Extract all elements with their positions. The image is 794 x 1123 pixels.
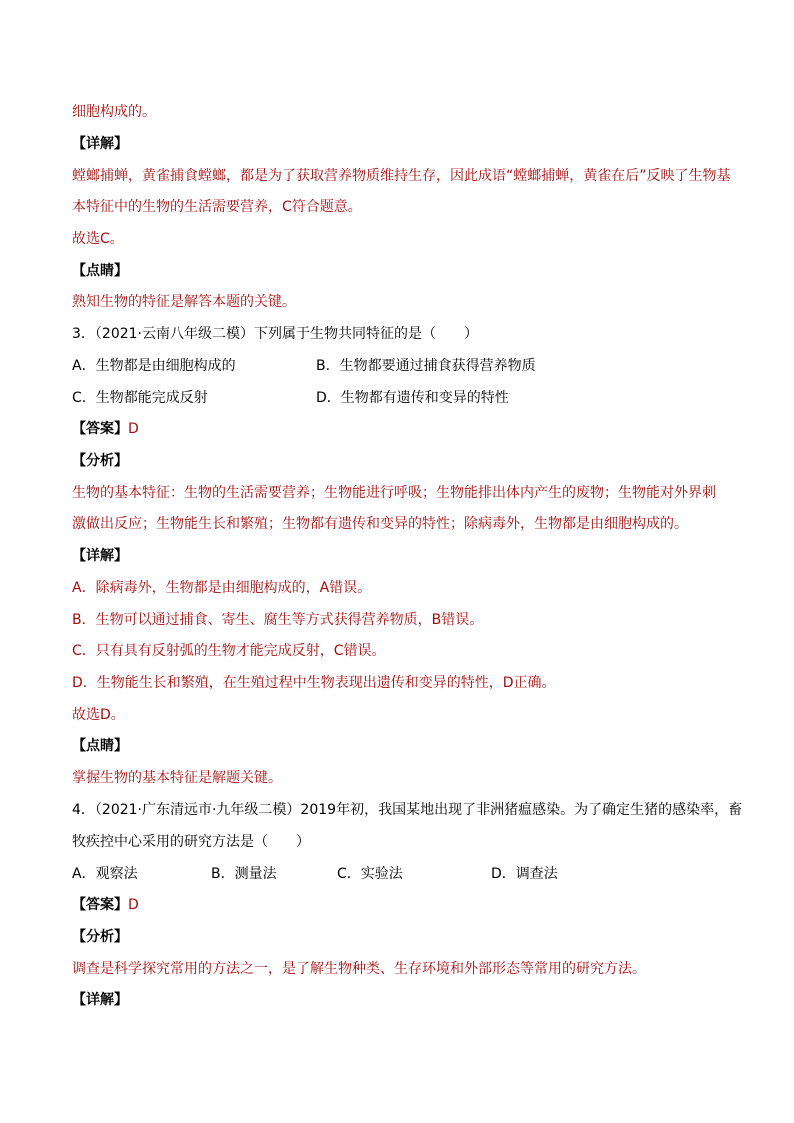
q3-point-text: 掌握生物的基本特征是解题关键。 [72, 770, 282, 786]
q4-answer-row [72, 895, 724, 915]
q3-detail-tag: 【详解】 [72, 548, 128, 564]
q3-option-a: A．生物都是由细胞构成的 [72, 358, 236, 374]
q2-detail-tag: 【详解】 [72, 136, 128, 152]
q3-option-b: B．生物都要通过捕食获得营养物质 [316, 358, 536, 374]
q4-option-c: C．实验法 [337, 866, 403, 882]
q4-option-a: A．观察法 [72, 866, 138, 882]
q4-analysis-tag: 【分析】 [72, 929, 128, 945]
q3-choose: 故选D。 [72, 707, 125, 723]
q4-stem-line1: 4．（2021·广东清远市·九年级二模）2019年初，我国某地出现了非洲猪瘟感染。为了确定生猪的感染率，畜 [72, 802, 743, 818]
q3-option-d: D．生物都有遗传和变异的特性 [316, 390, 509, 406]
q3-analysis-line2: 激做出反应；生物能生长和繁殖；生物都有遗传和变异的特性；除病毒外，生物都是由细胞构成的。 [72, 516, 688, 532]
q2-detail-line1: 螳螂捕蝉，黄雀捕食螳螂，都是为了获取营养物质维持生存，因此成语“螳螂捕蝉，黄雀在后”反映了生物基 [72, 168, 731, 184]
q2-choose: 故选C。 [72, 231, 124, 247]
q3-analysis-tag: 【分析】 [72, 453, 128, 469]
q3-detail-b: B．生物可以通过捕食、寄生、腐生等方式获得营养物质，B错误。 [72, 612, 484, 628]
q3-answer-row [72, 419, 724, 439]
q4-option-b: B．测量法 [211, 866, 277, 882]
q2-point-text: 熟知生物的特征是解答本题的关键。 [72, 294, 296, 310]
q4-option-d: D．调查法 [491, 866, 558, 882]
q4-analysis-text: 调查是科学探究常用的方法之一，是了解生物种类、生存环境和外部形态等常用的研究方法。 [72, 961, 646, 977]
q4-answer: D [128, 897, 139, 913]
q3-answer: D [128, 421, 139, 437]
q4-detail-tag: 【详解】 [72, 992, 128, 1008]
q3-answer-tag: 【答案】 [72, 421, 128, 437]
q2-detail-line2: 本特征中的生物的生活需要营养，C符合题意。 [72, 199, 362, 215]
q4-answer-tag: 【答案】 [72, 897, 128, 913]
q3-detail-d: D．生物能生长和繁殖，在生殖过程中生物表现出遗传和变异的特性，D正确。 [72, 675, 556, 691]
q2-text-tail: 细胞构成的。 [72, 104, 156, 120]
q3-point-tag: 【点睛】 [72, 738, 128, 754]
q3-detail-c: C．只有具有反射弧的生物才能完成反射，C错误。 [72, 643, 386, 659]
q3-detail-a: A．除病毒外，生物都是由细胞构成的，A错误。 [72, 580, 372, 596]
q3-option-c: C．生物都能完成反射 [72, 390, 208, 406]
q4-stem-line2: 牧疾控中心采用的研究方法是（ ） [72, 834, 310, 850]
q3-analysis-line1: 生物的基本特征：生物的生活需要营养；生物能进行呼吸；生物能排出体内产生的废物；生物能对外界刺 [72, 485, 716, 501]
q2-point-tag: 【点睛】 [72, 263, 128, 279]
q3-stem: 3．（2021·云南八年级二模）下列属于生物共同特征的是（ ） [72, 326, 478, 342]
